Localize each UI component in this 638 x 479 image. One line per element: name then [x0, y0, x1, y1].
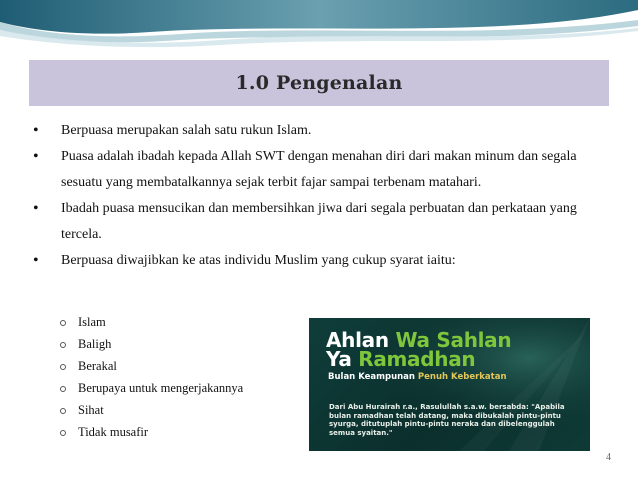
sub-bullet-item	[58, 421, 298, 443]
ring-bullet-icon	[60, 408, 66, 414]
sub-bullet-item	[58, 311, 298, 333]
sub-bullet-text: Islam	[78, 315, 106, 329]
bullet-dot-icon: •	[33, 200, 39, 217]
promo-subtitle: Bulan Keampunan Penuh Keberkatan	[328, 372, 507, 382]
promo-hadith-quote: Dari Abu Hurairah r.a., Rasulullah s.a.w. bersabda: "Apabila bulan ramadhan telah datang, maka dibukalah pintu-pintu syurga, ditutuplah pintu-pintu neraka dan dibelenggulah semua syaitan."	[329, 403, 565, 437]
bullet-text: Ibadah puasa mensucikan dan membersihkan jiwa dari segala perbuatan dan perkataan yang tercela.	[61, 201, 577, 242]
bullet-item	[33, 118, 593, 144]
bullet-list	[33, 118, 593, 274]
page-number: 4	[606, 452, 611, 463]
sub-bullet-text: Sihat	[78, 403, 104, 417]
promo-heading-line2: Ya Ramadhan	[326, 347, 476, 371]
bullet-item	[33, 196, 593, 248]
ring-bullet-icon	[60, 386, 66, 392]
bullet-dot-icon: •	[33, 148, 39, 165]
bullet-text: Berpuasa diwajibkan ke atas individu Muslim yang cukup syarat iaitu:	[61, 253, 456, 268]
slide-title: 1.0 Pengenalan	[235, 72, 403, 94]
bullet-text: Puasa adalah ibadah kepada Allah SWT dengan menahan diri dari makan minum dan segala sesuatu yang membatalkannya sejak terbit fajar sampai terbenam matahari.	[61, 149, 577, 190]
sub-bullet-item	[58, 355, 298, 377]
ring-bullet-icon	[60, 364, 66, 370]
sub-bullet-text: Tidak musafir	[78, 425, 149, 439]
sub-bullet-text: Berupaya untuk mengerjakannya	[78, 381, 244, 395]
sub-bullet-item	[58, 399, 298, 421]
sub-bullet-item	[58, 333, 298, 355]
title-bar	[29, 60, 609, 106]
sub-bullet-item	[58, 377, 298, 399]
promo-heading-line1: Ahlan Wa Sahlan	[326, 328, 512, 352]
ring-bullet-icon	[60, 430, 66, 436]
bullet-dot-icon: •	[33, 122, 39, 139]
bullet-item	[33, 248, 593, 274]
bullet-text: Berpuasa merupakan salah satu rukun Islam.	[61, 123, 312, 138]
ring-bullet-icon	[60, 342, 66, 348]
bullet-item	[33, 144, 593, 196]
bullet-dot-icon: •	[33, 252, 39, 269]
ring-bullet-icon	[60, 320, 66, 326]
header-wave-banner	[0, 0, 638, 50]
sub-bullet-text: Baligh	[78, 337, 112, 351]
ramadhan-promo-image	[309, 318, 590, 451]
sub-bullet-text: Berakal	[78, 359, 117, 373]
sub-bullet-list	[58, 311, 298, 443]
